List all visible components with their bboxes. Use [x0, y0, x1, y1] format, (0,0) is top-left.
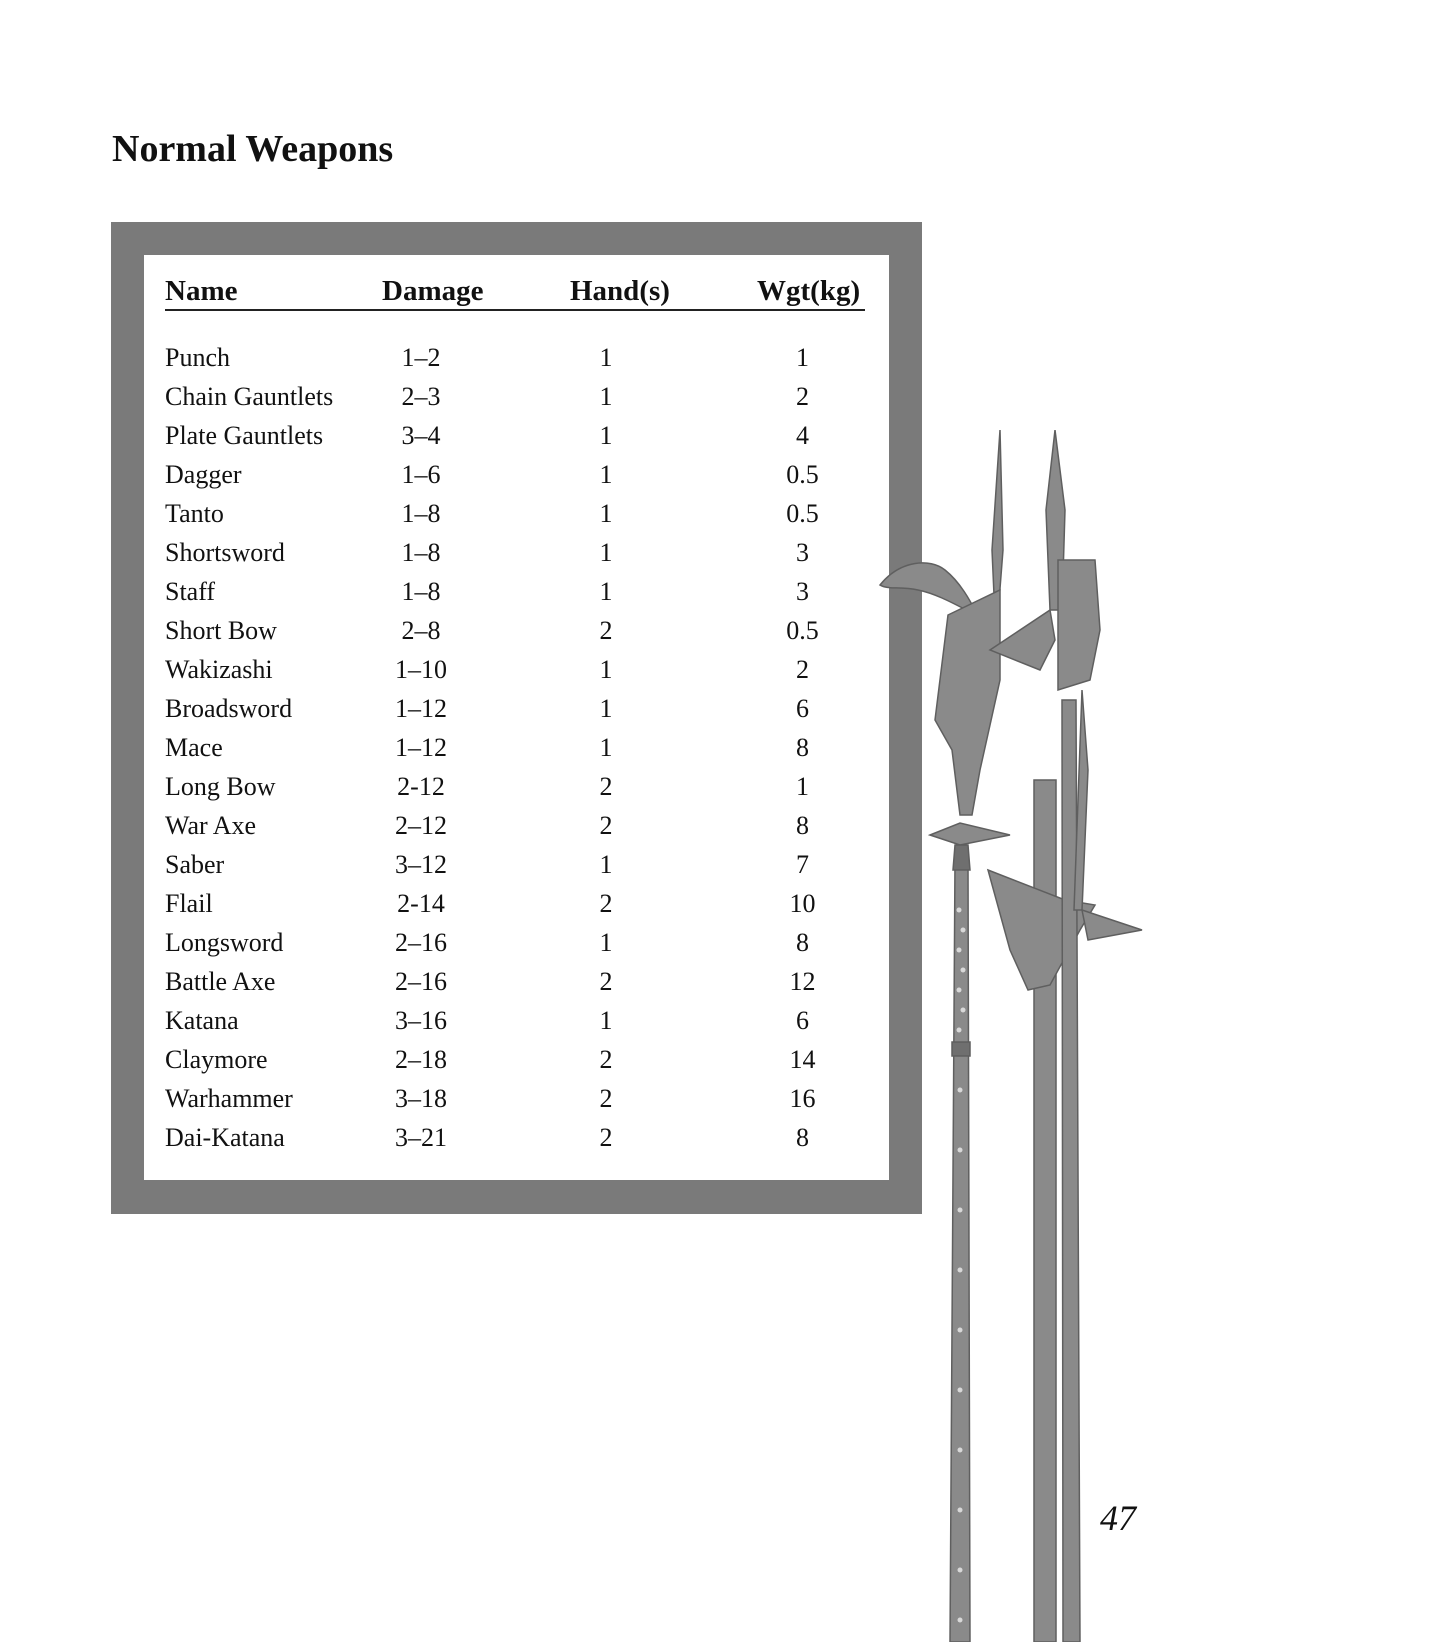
cell-damage: 1–12 — [395, 694, 447, 723]
cell-hands: 2 — [599, 967, 613, 996]
page-title: Normal Weapons — [112, 128, 394, 170]
table-row — [165, 416, 865, 455]
cell-weight: 8 — [796, 928, 809, 957]
cell-weight: 2 — [796, 382, 809, 411]
page-number: 47 — [1100, 1498, 1136, 1538]
cell-name: Flail — [165, 889, 213, 918]
cell-weight: 12 — [789, 967, 816, 996]
cell-damage: 1–6 — [401, 460, 441, 489]
table-row — [165, 962, 865, 1001]
cell-damage: 2–3 — [401, 382, 441, 411]
cell-hands: 1 — [599, 850, 613, 879]
cell-weight: 6 — [796, 1006, 809, 1035]
header-hands: Hand(s) — [570, 275, 670, 307]
cell-weight: 8 — [796, 733, 809, 762]
table-row — [165, 338, 865, 377]
cell-damage: 2-12 — [397, 772, 445, 801]
cell-damage: 1–12 — [395, 733, 447, 762]
cell-weight: 8 — [796, 811, 809, 840]
cell-weight: 1 — [796, 343, 809, 372]
cell-weight: 10 — [789, 889, 816, 918]
cell-weight: 2 — [796, 655, 809, 684]
table-row — [165, 650, 865, 689]
cell-weight: 3 — [796, 577, 809, 606]
cell-hands: 1 — [599, 928, 613, 957]
table-row — [165, 845, 865, 884]
table-row — [165, 806, 865, 845]
cell-damage: 1–8 — [401, 577, 441, 606]
cell-damage: 1–2 — [401, 343, 441, 372]
table-row — [165, 1001, 865, 1040]
cell-name: Punch — [165, 343, 230, 372]
cell-damage: 2-14 — [397, 889, 445, 918]
cell-hands: 1 — [599, 1006, 613, 1035]
table-row — [165, 494, 865, 533]
cell-name: Dagger — [165, 460, 242, 489]
cell-hands: 1 — [599, 655, 613, 684]
table-header-row — [165, 273, 865, 311]
cell-name: Mace — [165, 733, 223, 762]
cell-name: Battle Axe — [165, 967, 276, 996]
cell-hands: 2 — [599, 772, 613, 801]
cell-name: Dai-Katana — [165, 1123, 285, 1152]
cell-damage: 3–4 — [401, 421, 441, 450]
cell-damage: 1–8 — [401, 499, 441, 528]
cell-weight: 8 — [796, 1123, 809, 1152]
cell-name: War Axe — [165, 811, 257, 840]
table-row — [165, 923, 865, 962]
cell-weight: 4 — [796, 421, 809, 450]
cell-damage: 3–16 — [395, 1006, 447, 1035]
cell-name: Chain Gauntlets — [165, 382, 334, 411]
table-row — [165, 455, 865, 494]
cell-damage: 2–18 — [395, 1045, 447, 1074]
cell-hands: 1 — [599, 694, 613, 723]
cell-name: Staff — [165, 577, 216, 606]
header-damage: Damage — [382, 275, 484, 307]
cell-name: Shortsword — [165, 538, 285, 567]
weapons-table-frame — [111, 222, 922, 1214]
cell-hands: 1 — [599, 382, 613, 411]
cell-weight: 0.5 — [786, 460, 819, 489]
cell-weight: 6 — [796, 694, 809, 723]
polearm-halberds-icon — [860, 430, 1170, 1642]
table-row — [165, 533, 865, 572]
weapons-table — [144, 255, 889, 1180]
table-row — [165, 572, 865, 611]
cell-hands: 1 — [599, 538, 613, 567]
cell-name: Wakizashi — [165, 655, 273, 684]
cell-weight: 14 — [789, 1045, 816, 1074]
cell-damage: 1–10 — [395, 655, 447, 684]
cell-hands: 1 — [599, 577, 613, 606]
table-row — [165, 884, 865, 923]
cell-hands: 1 — [599, 460, 613, 489]
cell-name: Short Bow — [165, 616, 277, 645]
cell-damage: 3–12 — [395, 850, 447, 879]
cell-damage: 2–8 — [401, 616, 441, 645]
header-weight: Wgt(kg) — [757, 275, 861, 307]
table-row — [165, 377, 865, 416]
cell-weight: 7 — [796, 850, 809, 879]
cell-name: Longsword — [165, 928, 284, 957]
table-row — [165, 1118, 865, 1157]
cell-hands: 2 — [599, 1045, 613, 1074]
cell-hands: 2 — [599, 1123, 613, 1152]
cell-damage: 3–21 — [395, 1123, 447, 1152]
cell-hands: 2 — [599, 616, 613, 645]
cell-weight: 1 — [796, 772, 809, 801]
table-row — [165, 1079, 865, 1118]
cell-name: Long Bow — [165, 772, 276, 801]
cell-hands: 2 — [599, 811, 613, 840]
cell-hands: 1 — [599, 733, 613, 762]
cell-weight: 16 — [789, 1084, 816, 1113]
cell-name: Broadsword — [165, 694, 293, 723]
cell-hands: 1 — [599, 499, 613, 528]
cell-hands: 1 — [599, 421, 613, 450]
cell-damage: 3–18 — [395, 1084, 447, 1113]
table-row — [165, 728, 865, 767]
cell-name: Claymore — [165, 1045, 268, 1074]
cell-damage: 2–16 — [395, 967, 447, 996]
cell-weight: 0.5 — [786, 499, 819, 528]
table-body — [165, 338, 865, 1157]
table-row — [165, 611, 865, 650]
cell-hands: 2 — [599, 889, 613, 918]
cell-weight: 0.5 — [786, 616, 819, 645]
table-row — [165, 767, 865, 806]
table-row — [165, 1040, 865, 1079]
cell-name: Tanto — [165, 499, 224, 528]
cell-hands: 2 — [599, 1084, 613, 1113]
cell-hands: 1 — [599, 343, 613, 372]
table-row — [165, 689, 865, 728]
cell-weight: 3 — [796, 538, 809, 567]
cell-name: Saber — [165, 850, 225, 879]
cell-name: Plate Gauntlets — [165, 421, 324, 450]
cell-damage: 2–12 — [395, 811, 447, 840]
header-name: Name — [165, 275, 238, 307]
cell-damage: 1–8 — [401, 538, 441, 567]
cell-name: Warhammer — [165, 1084, 293, 1113]
cell-name: Katana — [165, 1006, 239, 1035]
cell-damage: 2–16 — [395, 928, 447, 957]
